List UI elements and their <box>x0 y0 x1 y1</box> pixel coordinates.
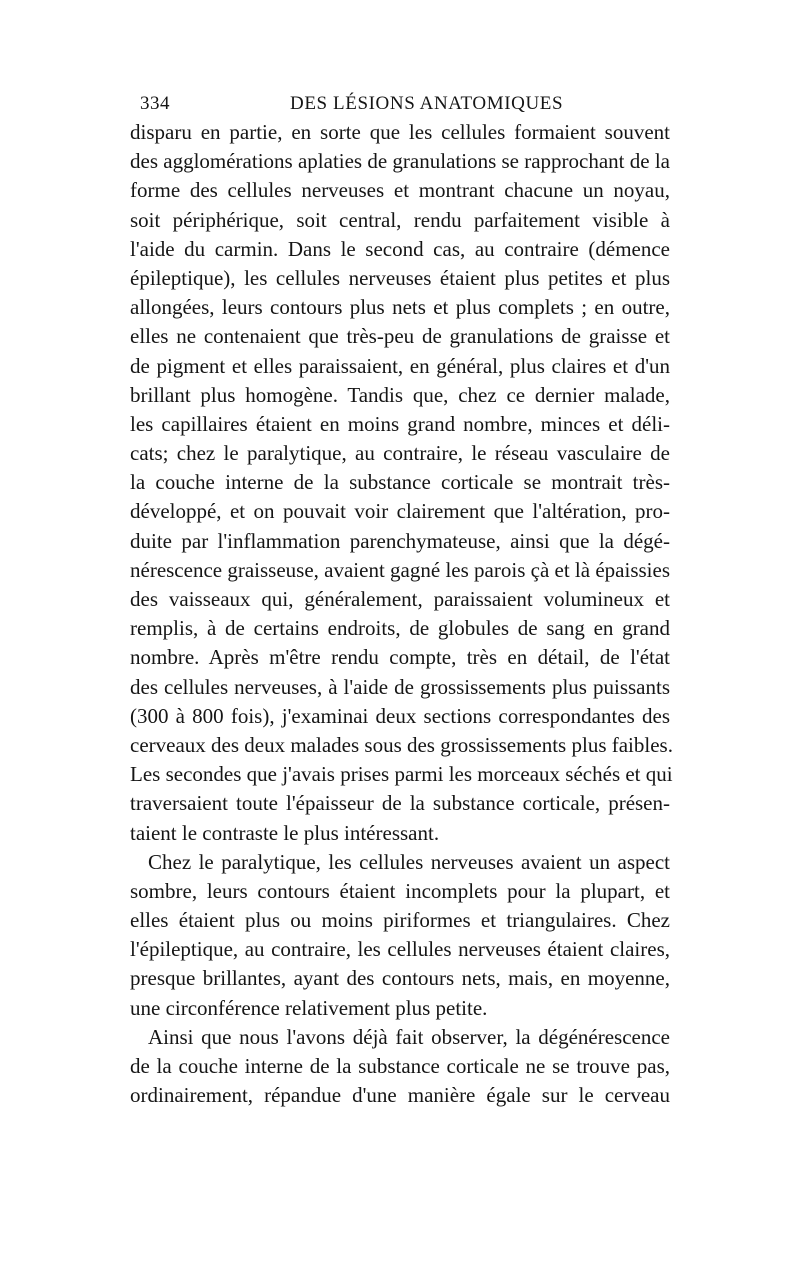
body-text <box>130 118 673 1110</box>
paragraph-start-line: Chez le paralytique, les cellules nerveuses avaient un aspect <box>148 849 670 874</box>
text-line: cerveaux des deux malades sous des grossissements plus faibles. <box>130 732 673 757</box>
text-line: l'aide du carmin. Dans le second cas, au contraire (démence <box>130 236 670 261</box>
text-line: elles ne contenaient que très-peu de granulations de graisse et <box>130 324 670 349</box>
paragraph-end-line: une circonférence relativement plus petite. <box>130 995 488 1020</box>
text-line: disparu en partie, en sorte que les cellules formaient souvent <box>130 120 670 144</box>
text-line: nombre. Après m'être rendu compte, très en détail, de l'état <box>130 645 670 670</box>
text-line: des agglomérations aplaties de granulations se rapprochant de la <box>130 149 670 174</box>
text-line: presque brillantes, ayant des contours nets, mais, en moyenne, <box>130 966 670 991</box>
text-line: nérescence graisseuse, avaient gagné les parois çà et là épaissies <box>130 557 670 582</box>
text-line: l'épileptique, au contraire, les cellules nerveuses étaient claires, <box>130 937 670 962</box>
text-line: (300 à 800 fois), j'examinai deux sections correspondantes des <box>130 703 670 728</box>
text-line: sombre, leurs contours étaient incomplets pour la plupart, et <box>130 878 670 903</box>
running-header <box>140 91 670 117</box>
text-line: cats; chez le paralytique, au contraire, le réseau vasculaire de <box>130 441 670 466</box>
text-line: ordinairement, répandue d'une manière égale sur le cerveau <box>130 1083 670 1108</box>
text-line: Les secondes que j'avais prises parmi les morceaux séchés et qui <box>130 762 673 787</box>
text-line: soit périphérique, soit central, rendu parfaitement visible à <box>130 207 670 232</box>
text-line: les capillaires étaient en moins grand nombre, minces et déli- <box>130 411 670 436</box>
paragraph-end-line: taient le contraste le plus intéressant. <box>130 820 440 845</box>
paragraph-start-line: Ainsi que nous l'avons déjà fait observer, la dégénérescence <box>148 1024 670 1049</box>
text-line: de la couche interne de la substance corticale ne se trouve pas, <box>130 1054 670 1078</box>
text-line: traversaient toute l'épaisseur de la substance corticale, présen- <box>130 791 670 816</box>
text-line: épileptique), les cellules nerveuses étaient plus petites et plus <box>130 265 670 290</box>
text-line: remplis, à de certains endroits, de globules de sang en grand <box>130 616 670 641</box>
running-title: DES LÉSIONS ANATOMIQUES <box>290 93 564 114</box>
text-line: des cellules nerveuses, à l'aide de grossissements plus puissants <box>130 674 670 699</box>
text-line: la couche interne de la substance corticale se montrait très- <box>130 470 670 495</box>
text-line: des vaisseaux qui, généralement, paraissaient volumineux et <box>130 587 670 611</box>
text-line: forme des cellules nerveuses et montrant chacune un noyau, <box>130 178 670 203</box>
text-line: de pigment et elles paraissaient, en général, plus claires et d'un <box>130 353 670 378</box>
page-number: 334 <box>140 93 170 114</box>
text-line: allongées, leurs contours plus nets et plus complets ; en outre, <box>130 295 670 320</box>
text-line: brillant plus homogène. Tandis que, chez ce dernier malade, <box>130 382 670 407</box>
text-line: développé, et on pouvait voir clairement que l'altération, pro- <box>130 499 670 524</box>
text-line: elles étaient plus ou moins piriformes et triangulaires. Chez <box>130 908 670 933</box>
text-line: duite par l'inflammation parenchymateuse, ainsi que la dégé- <box>130 528 670 553</box>
